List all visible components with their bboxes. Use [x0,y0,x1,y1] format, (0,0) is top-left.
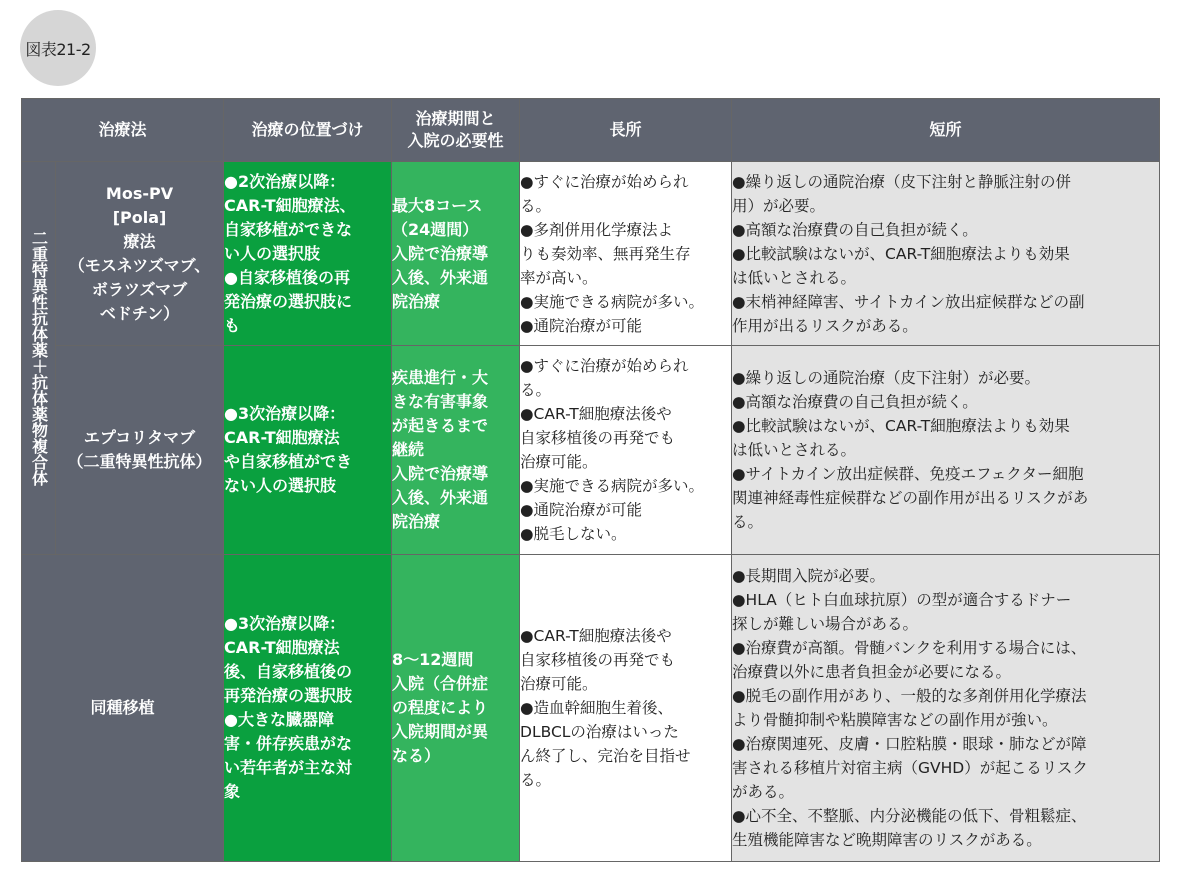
cell-text-line: （モスネツズマブ、 [68,255,211,275]
cell-text-line: ●すぐに治療が始められ [520,172,689,191]
cell-text-line: 害される移植片対宿主病（GVHD）が起こるリスク [732,759,1088,777]
cell-text-line: 作用が出るリスクがある。 [732,316,918,335]
period-cell [392,555,520,862]
cell-text-line: ●繰り返しの通院治療（皮下注射と静脈注射の併 [732,172,1072,191]
header-period: 治療期間と 入院の必要性 [392,99,520,162]
cell-text-line: [Pola] [112,207,167,227]
cell-text-line: は低いとされる。 [732,441,857,459]
cell-text-line: る。 [520,381,552,399]
cell-text-line: CAR-T細胞療法 [224,428,340,447]
cell-text-line: 疾患進行・大 [392,368,489,387]
period-cell [392,162,520,346]
cell-text-line: ●CAR-T細胞療法後や [520,405,672,423]
cell-text-line: ●多剤併用化学療法よ [520,220,674,239]
cons-cell [732,162,1160,346]
cell-text-line: ●脱毛しない。 [520,525,627,543]
cell-text-line: い若年者が主な対 [224,758,353,777]
cell-text-line: ●治療費が高額。骨髄バンクを利用する場合には、 [732,639,1087,657]
cell-text-line: エプコリタマブ [83,428,196,447]
cell-text-line: 治療可能。 [520,453,598,471]
period-cell [392,346,520,555]
cell-text-line: ●実施できる病院が多い。 [520,477,705,495]
cell-text-line: Mos-PV [105,183,174,203]
cell-text-line: CAR-T細胞療法、 [224,195,356,215]
cons-cell [732,555,1160,862]
cell-text-line: ●比較試験はないが、CAR-T細胞療法よりも効果 [732,244,1070,263]
cell-text-line: ●通院治療が可能 [520,501,643,519]
cell-text-line: は低いとされる。 [732,268,857,287]
treatment-comparison-table [21,98,1160,862]
cell-text-line: ●心不全、不整脈、内分泌機能の低下、骨粗鬆症、 [732,807,1087,825]
therapy-cell [22,555,224,862]
cell-text-line: ●通院治療が可能 [520,316,643,335]
therapy-cell [56,346,224,555]
cell-text-line: 8〜12週間 [392,650,474,669]
cell-text-line: る。 [732,513,764,531]
cell-text-line: より骨髄抑制や粘膜障害などの副作用が強い。 [732,711,1058,729]
cell-text-line: ●実施できる病院が多い。 [520,292,705,311]
cell-text-line: 自家移植後の再発でも [520,429,676,447]
cell-text-line: （24週間） [392,219,479,239]
cell-text-line: や自家移植ができ [224,452,353,471]
header-cons: 短所 [732,99,1160,162]
cell-text-line: ●造血幹細胞生着後、 [520,699,674,717]
cell-text-line: ●サイトカイン放出症候群、免疫エフェクター細胞 [732,465,1084,483]
cell-text-line: の程度により [392,698,489,717]
cell-text-line: い人の選択肢 [224,243,321,263]
header-pros: 長所 [520,99,732,162]
cell-text-line: 治療可能。 [520,675,598,693]
cell-text-line: 入後、外来通 [392,488,489,507]
cell-text-line: 院治療 [392,512,441,531]
cell-text-line: ●自家移植後の再 [224,267,350,287]
cell-text-line: る。 [520,196,552,215]
cell-text-line: ●治療関連死、皮膚・口腔粘膜・眼球・肺などが障 [732,735,1087,753]
cell-text-line: も [224,315,241,335]
cell-text-line: 自家移植後の再発でも [520,651,676,669]
cell-text-line: なる） [392,746,441,765]
pros-cell [520,346,732,555]
cell-text-line: ●脱毛の副作用があり、一般的な多剤併用化学療法 [732,687,1087,705]
cell-text-line: が起きるまで [392,416,489,435]
cell-text-line: きな有害事象 [392,392,489,411]
cell-text-line: りも奏効率、無再発生存 [520,244,691,263]
group-label: 二重特異性抗体薬＋抗体薬物複合体 [29,230,49,486]
pros-cell [520,555,732,862]
table-row [22,162,1160,346]
table-row [22,555,1160,862]
cell-text-line: 治療費以外に患者負担金が必要になる。 [732,663,1012,681]
cell-text-line: （二重特異性抗体） [67,452,212,471]
cell-text-line: 入院期間が異 [392,722,489,741]
header-position: 治療の位置づけ [224,99,392,162]
cell-text-line: 率が高い。 [520,268,598,287]
cell-text-line: ●3次治療以降： [224,614,346,633]
position-cell [224,346,392,555]
figure-label: 図表21-2 [20,10,96,86]
therapy-cell [56,162,224,346]
cell-text-line: 入後、外来通 [392,267,489,287]
cell-text-line: ●大きな臓器障 [224,710,334,729]
cell-text-line: 象 [224,782,241,801]
cell-text-line: 関連神経毒性症候群などの副作用が出るリスクがあ [732,489,1089,507]
header-therapy: 治療法 [22,99,224,162]
cell-text-line: ●高額な治療費の自己負担が続く。 [732,220,978,239]
cell-text-line: DLBCLの治療はいった [520,723,679,741]
cell-text-line: る。 [520,771,552,789]
cell-text-line: ●2次治療以降： [224,171,346,191]
cell-text-line: CAR-T細胞療法 [224,638,340,657]
cell-text-line: 生殖機能障害など晩期障害のリスクがある。 [732,831,1042,849]
cell-text-line: 院治療 [392,291,441,311]
cell-text-line: 発治療の選択肢に [224,291,353,311]
cell-text-line: 療法 [123,231,156,251]
cell-text-line: 自家移植ができな [224,219,353,239]
cell-text-line: ない人の選択肢 [224,476,337,495]
cons-cell [732,346,1160,555]
cell-text-line: ●CAR-T細胞療法後や [520,627,672,645]
cell-text-line: 探しが難しい場合がある。 [732,615,919,633]
cell-text-line: ●高額な治療費の自己負担が続く。 [732,393,978,411]
pros-cell [520,162,732,346]
cell-text-line: 用）が必要。 [732,196,826,215]
cell-text-line: 入院で治療導 [392,243,489,263]
table-row [22,346,1160,555]
cell-text-line: 入院（合併症 [392,674,489,693]
cell-text-line: がある。 [732,783,795,801]
cell-text-line: ●3次治療以降： [224,404,346,423]
cell-text-line: ●末梢神経障害、サイトカイン放出症候群などの副 [732,292,1085,311]
cell-text-line: 最大8コース [392,195,483,215]
cell-text-line: ベドチン） [99,303,180,323]
table-header-row [22,99,1160,162]
cell-text-line: ●比較試験はないが、CAR-T細胞療法よりも効果 [732,417,1070,435]
cell-text-line: ●長期間入院が必要。 [732,567,886,585]
cell-text-line: ●HLA（ヒト白血球抗原）の型が適合するドナー [732,591,1072,609]
cell-text-line: 再発治療の選択肢 [224,686,353,705]
cell-text-line: 後、自家移植後の [224,662,353,681]
cell-text-line: ん終了し、完治を目指せ [520,747,691,765]
cell-text-line: 入院で治療導 [392,464,489,483]
cell-text-line: 同種移植 [90,698,155,717]
cell-text-line: 害・併存疾患がな [224,734,353,753]
cell-text-line: ボラツズマブ [91,279,188,299]
position-cell [224,162,392,346]
cell-text-line: ●繰り返しの通院治療（皮下注射）が必要。 [732,369,1041,387]
cell-text-line: ●すぐに治療が始められ [520,357,689,375]
group-label-cell [22,162,56,555]
position-cell [224,555,392,862]
cell-text-line: 継続 [392,440,425,459]
